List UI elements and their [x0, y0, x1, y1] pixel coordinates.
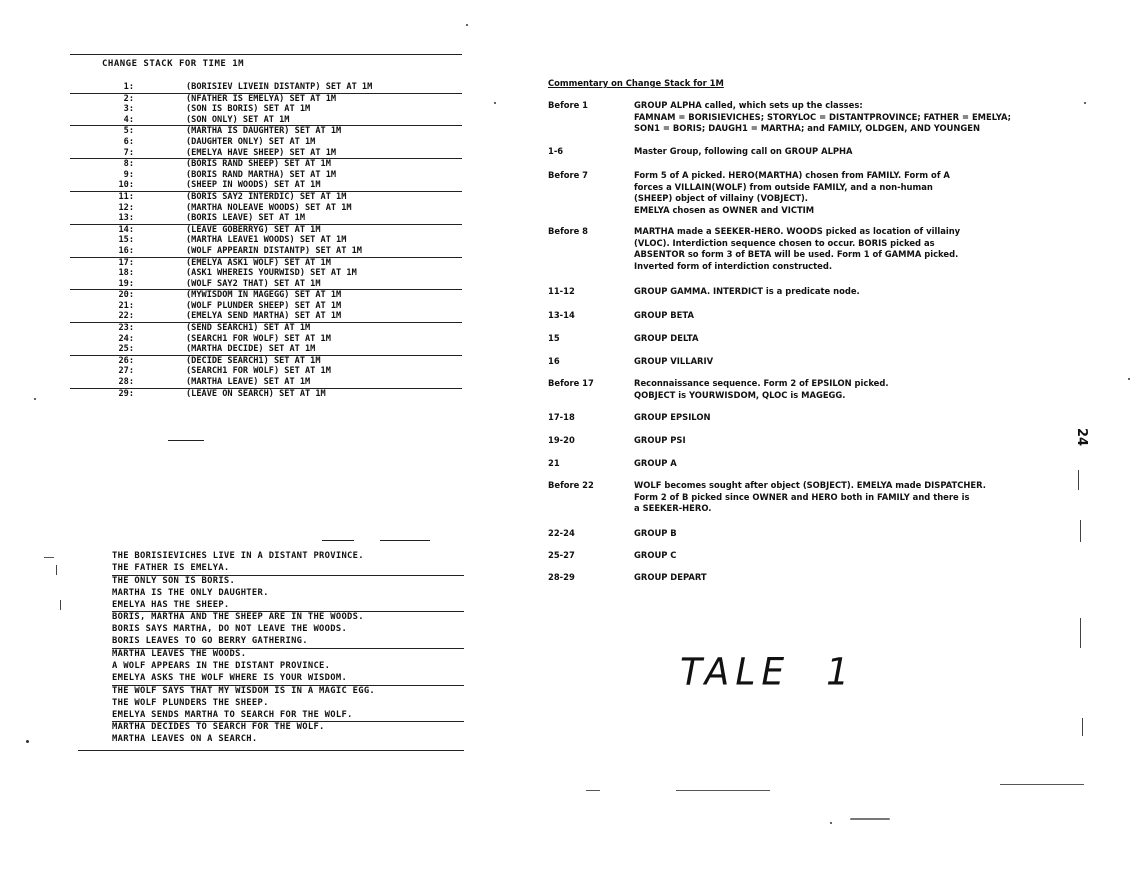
commentary-entry-label: 15: [548, 333, 560, 343]
stack-row-text: (SEARCH1 FOR WOLF) SET AT 1M: [186, 333, 331, 344]
commentary-entry-label: 22-24: [548, 528, 575, 538]
commentary-entry-text: [634, 435, 1034, 447]
story-line: THE WOLF SAYS THAT MY WISDOM IS IN A MAGIC EGG.: [112, 685, 376, 696]
scan-mark: [1082, 718, 1083, 736]
commentary-entry-label: 19-20: [548, 435, 575, 445]
stack-row-text: (MARTHA NOLEAVE WOODS) SET AT 1M: [186, 202, 352, 213]
stack-row-number: 24:: [118, 333, 134, 344]
commentary-line: (SHEEP) object of villainy (VOBJECT).: [634, 193, 808, 204]
tale-label: [680, 651, 855, 694]
commentary-entry-label: 21: [548, 458, 560, 468]
story-line: BORIS, MARTHA AND THE SHEEP ARE IN THE WOODS.: [112, 612, 364, 623]
stack-row-number: 13:: [118, 213, 134, 224]
stack-row-number: 9:: [123, 169, 134, 180]
commentary-entry-text: [634, 528, 1034, 540]
stack-row-text: (DECIDE SEARCH1) SET AT 1M: [186, 355, 321, 366]
commentary-line: Reconnaissance sequence. Form 2 of EPSILON picked.: [634, 378, 889, 388]
stack-row-text: (BORISIEV LIVEIN DISTANTP) SET AT 1M: [186, 82, 373, 92]
commentary-entry-label: Before 1: [548, 100, 589, 110]
commentary-entry-label: 25-27: [548, 550, 575, 560]
stack-row-text: (BORIS RAND SHEEP) SET AT 1M: [186, 159, 331, 170]
stack-row: [70, 356, 462, 367]
commentary-entry-label: 11-12: [548, 286, 575, 296]
change-stack-list: [70, 82, 462, 399]
stack-row-number: 4:: [123, 114, 134, 125]
stack-row-text: (DAUGHTER ONLY) SET AT 1M: [186, 136, 316, 147]
stack-row-number: 19:: [118, 278, 134, 289]
scan-mark: [676, 790, 770, 791]
commentary-line: SON1 = BORIS; DAUGH1 = MARTHA; and FAMILY, OLDGEN, AND YOUNGEN: [634, 123, 981, 134]
commentary-line: FAMNAM = BORISIEVICHES; STORYLOC = DISTANTPROVINCE; FATHER = EMELYA;: [634, 111, 1011, 122]
stack-row: [70, 344, 462, 356]
commentary-entry-label: 13-14: [548, 310, 575, 320]
stack-row: [70, 268, 462, 279]
stack-row-text: (BORIS SAY2 INTERDIC) SET AT 1M: [186, 191, 347, 202]
commentary-line: Form 2 of B picked since OWNER and HERO both in FAMILY and there is: [634, 491, 970, 502]
commentary-line: MARTHA made a SEEKER-HERO. WOODS picked as location of villainy: [634, 226, 961, 236]
scan-speck: [466, 24, 468, 26]
commentary-entry-text: [634, 286, 1034, 298]
story-line: THE FATHER IS EMELYA.: [112, 563, 464, 576]
stack-row-text: (MYWISDOM IN MAGEGG) SET AT 1M: [186, 290, 342, 301]
stack-row-number: 23:: [118, 323, 134, 334]
stack-row: [70, 213, 462, 225]
commentary-line: GROUP DEPART: [634, 572, 707, 582]
stack-row-number: 14:: [118, 224, 134, 235]
scan-speck: [34, 398, 36, 400]
commentary-entry-label: Before 22: [548, 480, 594, 490]
stack-row: [70, 137, 462, 148]
commentary-line: GROUP BETA: [634, 310, 694, 320]
commentary-entry-label: 1-6: [548, 146, 564, 156]
scan-mark: [1000, 784, 1084, 785]
stack-row-text: (BORIS LEAVE) SET AT 1M: [186, 213, 305, 224]
commentary-line: ABSENTOR so form 3 of BETA will be used. Form 1 of GAMMA picked.: [634, 249, 959, 260]
story-line: A WOLF APPEARS IN THE DISTANT PROVINCE.: [112, 661, 331, 672]
stack-row-number: 3:: [123, 104, 134, 115]
commentary-entry-label: Before 8: [548, 226, 589, 236]
scan-mark: [1080, 618, 1081, 648]
stack-row-number: 6:: [123, 136, 134, 147]
stack-row: [70, 334, 462, 345]
stack-row-number: 2:: [123, 93, 134, 104]
commentary-entry-text: [634, 356, 1034, 368]
commentary-heading: Commentary on Change Stack for 1M: [548, 78, 724, 88]
stack-row-number: 22:: [118, 311, 134, 322]
stack-row: [70, 246, 462, 258]
scan-speck: [1084, 102, 1086, 104]
stack-row-number: 1:: [123, 82, 134, 92]
commentary-line: GROUP PSI: [634, 435, 686, 445]
scan-mark: [60, 600, 61, 610]
commentary-line: Form 5 of A picked. HERO(MARTHA) chosen from FAMILY. Form of A: [634, 170, 950, 180]
stack-row-number: 17:: [118, 257, 134, 268]
generated-story: [112, 551, 464, 746]
story-line: THE ONLY SON IS BORIS.: [112, 575, 236, 586]
commentary-line: Master Group, following call on GROUP ALPHA: [634, 146, 853, 156]
scan-mark: [44, 557, 54, 558]
stack-row-text: (MARTHA DECIDE) SET AT 1M: [186, 344, 316, 355]
stack-row: [70, 180, 462, 192]
story-line: EMELYA ASKS THE WOLF WHERE IS YOUR WISDOM.: [112, 673, 464, 686]
stack-row: [70, 323, 462, 334]
stack-row-number: 11:: [118, 191, 134, 202]
stack-row-number: 26:: [118, 355, 134, 366]
stack-row-text: (MARTHA LEAVE) SET AT 1M: [186, 377, 311, 388]
stack-row: [70, 170, 462, 181]
stack-row: [70, 203, 462, 214]
stack-row-text: (SEND SEARCH1) SET AT 1M: [186, 323, 311, 334]
commentary-entry-text: [634, 378, 1034, 401]
stack-row: [70, 225, 462, 236]
stack-row-number: 20:: [118, 290, 134, 301]
stack-row: [70, 258, 462, 269]
story-line: MARTHA LEAVES ON A SEARCH.: [112, 734, 258, 745]
commentary-entry-text: [634, 550, 1034, 562]
stack-row-text: (EMELYA ASK1 WOLF) SET AT 1M: [186, 257, 331, 268]
commentary-line: QOBJECT is YOURWISDOM, QLOC is MAGEGG.: [634, 389, 846, 400]
stack-row: [70, 126, 462, 137]
stack-row-number: 27:: [118, 366, 134, 377]
commentary-entry-text: [634, 333, 1034, 345]
story-line: BORIS SAYS MARTHA, DO NOT LEAVE THE WOODS.: [112, 624, 348, 635]
tale-word: TALE: [680, 650, 791, 695]
stack-row-number: 15:: [118, 235, 134, 246]
stack-row: [70, 301, 462, 312]
commentary-entry-text: [634, 146, 1034, 158]
commentary-line: a SEEKER-HERO.: [634, 503, 712, 514]
scan-mark: [1078, 470, 1079, 490]
stack-row: [70, 279, 462, 291]
stack-row: [70, 159, 462, 170]
stack-row: [70, 290, 462, 301]
story-bottom-rule: [78, 750, 464, 751]
stack-row: [70, 148, 462, 160]
stack-row-text: (WOLF PLUNDER SHEEP) SET AT 1M: [186, 300, 342, 311]
commentary-line: GROUP EPSILON: [634, 412, 711, 422]
stack-row-text: (BORIS RAND MARTHA) SET AT 1M: [186, 169, 337, 180]
stack-row: [70, 389, 462, 400]
commentary-line: GROUP GAMMA. INTERDICT is a predicate node.: [634, 286, 860, 296]
scan-speck: [1128, 378, 1130, 380]
scan-mark: [586, 790, 600, 791]
stack-row: [70, 366, 462, 377]
commentary-entry-text: [634, 480, 1034, 515]
commentary-entry-label: 17-18: [548, 412, 575, 422]
story-line: EMELYA HAS THE SHEEP.: [112, 600, 464, 613]
stack-top-rule: [70, 54, 462, 55]
stack-row-text: (EMELYA SEND MARTHA) SET AT 1M: [186, 311, 342, 322]
stack-row: [70, 104, 462, 115]
tale-number: 1: [826, 650, 856, 695]
scan-speck: [850, 818, 890, 820]
stack-row-number: 12:: [118, 202, 134, 213]
stack-row: [70, 235, 462, 246]
commentary-entry-text: [634, 310, 1034, 322]
commentary-entry-label: Before 17: [548, 378, 594, 388]
stack-row: [70, 192, 462, 203]
commentary-entry-text: [634, 170, 1034, 216]
stack-row-text: (MARTHA LEAVE1 WOODS) SET AT 1M: [186, 235, 347, 246]
stack-row-text: (WOLF SAY2 THAT) SET AT 1M: [186, 278, 321, 289]
stack-row-number: 18:: [118, 268, 134, 279]
stack-row-text: (NFATHER IS EMELYA) SET AT 1M: [186, 93, 337, 104]
stack-row-number: 5:: [123, 126, 134, 137]
commentary-line: GROUP VILLARIV: [634, 356, 714, 366]
commentary-line: Inverted form of interdiction constructed.: [634, 260, 832, 271]
stack-row: [70, 377, 462, 389]
stack-row: [70, 82, 462, 94]
change-stack-title: CHANGE STACK FOR TIME 1M: [102, 59, 245, 69]
stack-row-text: (ASK1 WHEREIS YOURWISD) SET AT 1M: [186, 268, 357, 279]
stack-row-text: (SHEEP IN WOODS) SET AT 1M: [186, 180, 321, 191]
stack-row-number: 25:: [118, 344, 134, 355]
story-line: BORIS LEAVES TO GO BERRY GATHERING.: [112, 636, 464, 649]
stack-row: [70, 115, 462, 127]
commentary-line: GROUP DELTA: [634, 333, 699, 343]
page-number: 24: [1074, 428, 1089, 447]
story-line: MARTHA DECIDES TO SEARCH FOR THE WOLF.: [112, 722, 325, 733]
scan-speck: [26, 740, 29, 743]
stack-end-mark: [168, 440, 204, 441]
commentary-line: GROUP ALPHA called, which sets up the classes:: [634, 100, 863, 110]
commentary-entry-label: 28-29: [548, 572, 575, 582]
commentary-line: GROUP B: [634, 528, 677, 538]
stack-row-text: (SEARCH1 FOR WOLF) SET AT 1M: [186, 366, 331, 377]
commentary-line: forces a VILLAIN(WOLF) from outside FAMILY, and a non-human: [634, 181, 933, 192]
scan-speck: [830, 822, 832, 824]
stack-row: [70, 311, 462, 323]
stack-row-text: (LEAVE ON SEARCH) SET AT 1M: [186, 388, 326, 399]
commentary-entry-text: [634, 226, 1034, 272]
stack-row-text: (SON IS BORIS) SET AT 1M: [186, 104, 311, 115]
commentary-line: GROUP C: [634, 550, 677, 560]
story-line: THE WOLF PLUNDERS THE SHEEP.: [112, 697, 269, 708]
stack-row-text: (WOLF APPEARIN DISTANTP) SET AT 1M: [186, 245, 362, 256]
scan-mark: [56, 565, 57, 575]
stack-row-number: 16:: [118, 245, 134, 256]
stack-row-number: 21:: [118, 300, 134, 311]
story-top-mark-2: [380, 540, 430, 541]
scan-mark: [1080, 520, 1081, 542]
story-line: MARTHA IS THE ONLY DAUGHTER.: [112, 587, 269, 598]
commentary-entry-text: [634, 458, 1034, 470]
scan-speck: [494, 102, 496, 104]
commentary-entry-text: [634, 100, 1034, 135]
story-line: EMELYA SENDS MARTHA TO SEARCH FOR THE WOLF.: [112, 710, 464, 723]
stack-row-text: (EMELYA HAVE SHEEP) SET AT 1M: [186, 147, 337, 158]
commentary-entry-text: [634, 572, 1034, 584]
stack-row-number: 10:: [118, 180, 134, 191]
stack-row-number: 28:: [118, 377, 134, 388]
story-top-mark: [322, 540, 354, 541]
commentary-entry-label: Before 7: [548, 170, 589, 180]
stack-row-text: (LEAVE GOBERRYG) SET AT 1M: [186, 224, 321, 235]
commentary-line: GROUP A: [634, 458, 677, 468]
stack-row-text: (SON ONLY) SET AT 1M: [186, 114, 290, 125]
commentary-line: (VLOC). Interdiction sequence chosen to occur. BORIS picked as: [634, 237, 935, 248]
commentary-line: EMELYA chosen as OWNER and VICTIM: [634, 204, 815, 215]
story-line: MARTHA LEAVES THE WOODS.: [112, 649, 247, 660]
stack-row-number: 7:: [123, 147, 134, 158]
commentary-entry-label: 16: [548, 356, 560, 366]
commentary-section: [548, 78, 1048, 582]
commentary-entry-text: [634, 412, 1034, 424]
stack-row-number: 8:: [123, 159, 134, 170]
story-line: THE BORISIEVICHES LIVE IN A DISTANT PROVINCE.: [112, 551, 364, 561]
commentary-line: WOLF becomes sought after object (SOBJECT). EMELYA made DISPATCHER.: [634, 480, 986, 490]
stack-row: [70, 94, 462, 105]
stack-row-number: 29:: [118, 388, 134, 399]
stack-row-text: (MARTHA IS DAUGHTER) SET AT 1M: [186, 126, 342, 137]
